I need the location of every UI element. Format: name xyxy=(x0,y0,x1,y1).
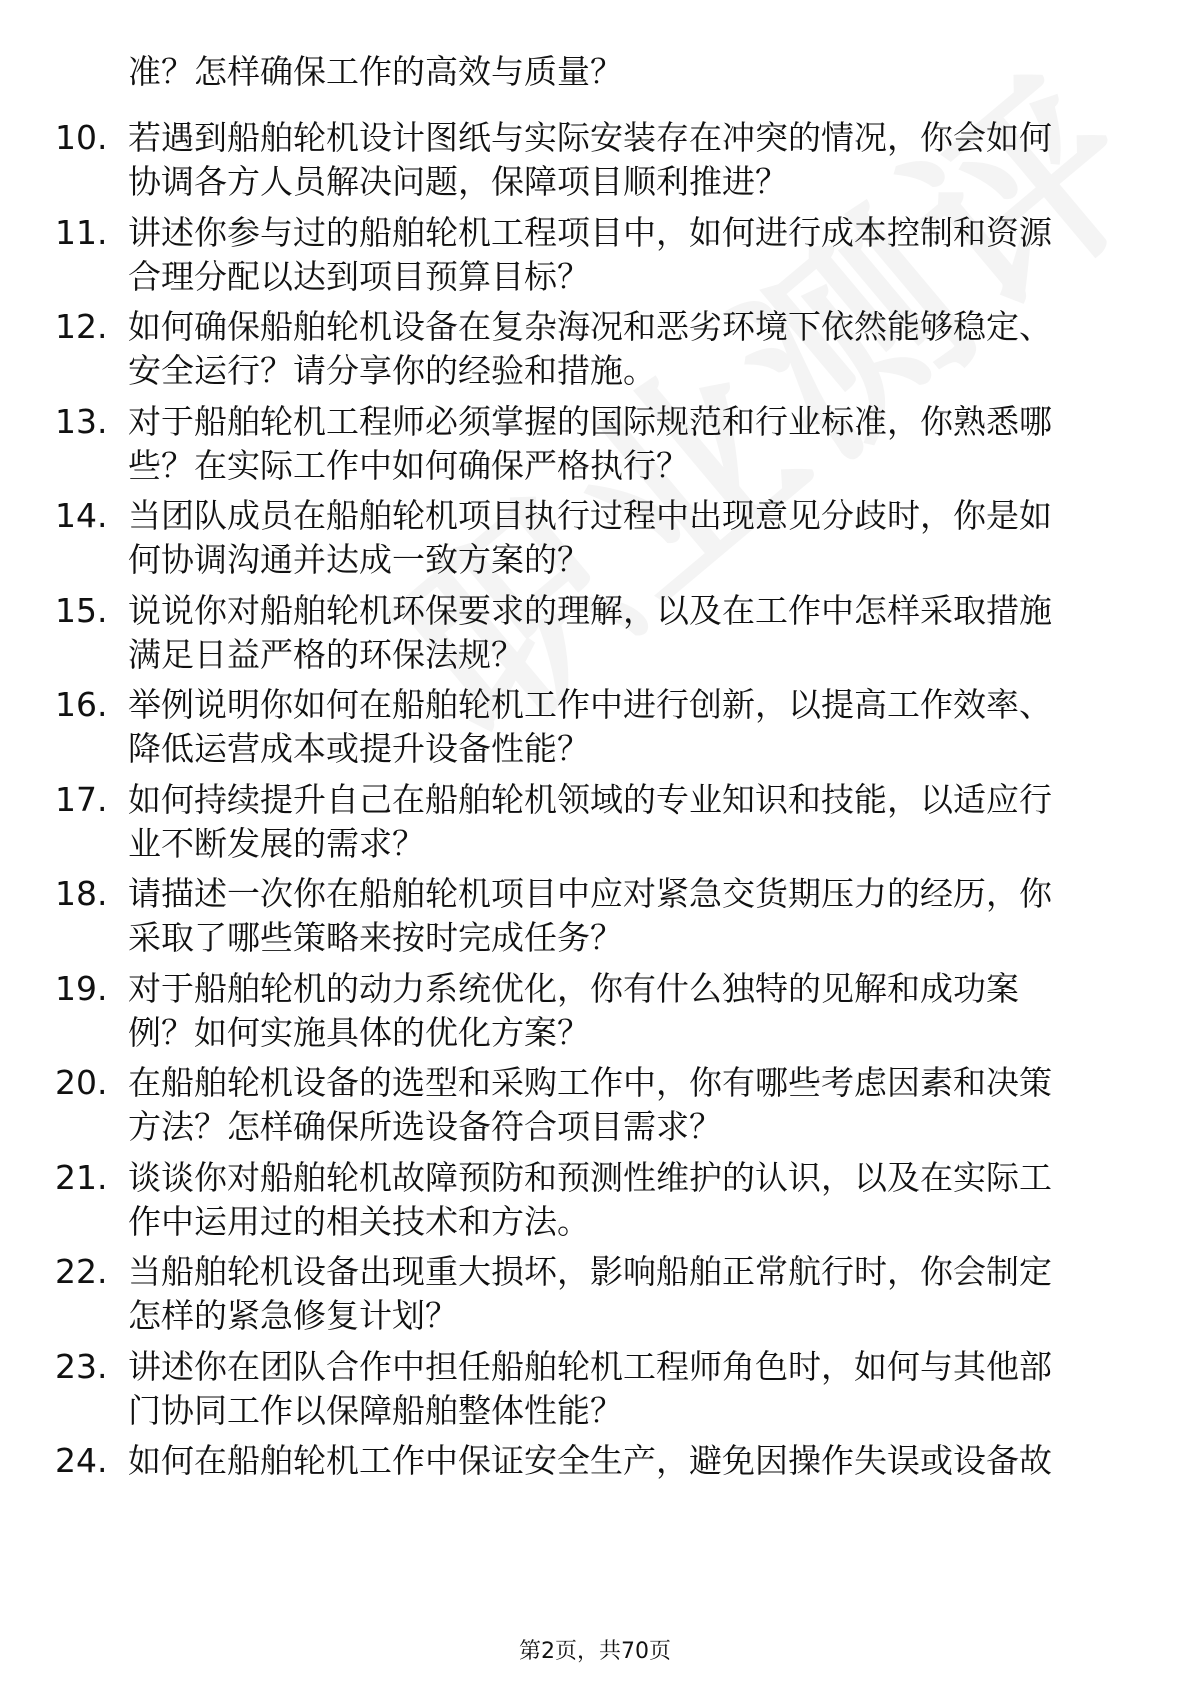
question-number: 22. xyxy=(55,1252,108,1291)
question-item xyxy=(0,1156,1190,1251)
question-item xyxy=(0,1061,1190,1156)
question-item xyxy=(0,872,1190,967)
question-text-line2: 些？在实际工作中如何确保严格执行？ xyxy=(128,445,689,485)
question-text-line2: 安全运行？请分享你的经验和措施。 xyxy=(128,351,656,390)
question-text-line2: 门协同工作以保障船舶整体性能？ xyxy=(128,1390,623,1430)
question-item xyxy=(0,778,1190,873)
question-number: 21. xyxy=(55,1157,108,1197)
question-item xyxy=(0,683,1190,778)
question-text-line1: 对于船舶轮机工程师必须掌握的国际规范和行业标准，你熟悉哪 xyxy=(128,401,1052,441)
question-number: 19. xyxy=(55,968,108,1008)
question-text-line2: 降低运营成本或提升设备性能？ xyxy=(128,729,590,768)
question-number: 23. xyxy=(55,1346,108,1386)
question-text-line1: 举例说明你如何在船舶轮机工作中进行创新，以提高工作效率、 xyxy=(128,685,1052,724)
question-text-line1: 在船舶轮机设备的选型和采购工作中，你有哪些考虑因素和决策 xyxy=(128,1063,1052,1102)
question-item xyxy=(0,305,1190,400)
question-text-line2: 何协调沟通并达成一致方案的？ xyxy=(128,540,590,579)
question-list xyxy=(0,116,1190,1534)
question-text-line2: 怎样的紧急修复计划？ xyxy=(128,1296,458,1335)
question-text-line2: 合理分配以达到项目预算目标？ xyxy=(128,256,590,296)
question-text-line2: 采取了哪些策略来按时完成任务？ xyxy=(128,918,623,957)
question-item xyxy=(0,211,1190,306)
question-text-line1: 讲述你参与过的船舶轮机工程项目中，如何进行成本控制和资源 xyxy=(128,212,1052,252)
question-text-line2: 方法？怎样确保所选设备符合项目需求？ xyxy=(128,1107,722,1146)
question-item xyxy=(0,116,1190,211)
question-item xyxy=(0,400,1190,495)
question-text-line2: 例？如何实施具体的优化方案？ xyxy=(128,1012,590,1052)
continuation-text: 准？怎样确保工作的高效与质量？ xyxy=(128,52,623,91)
question-text-line2: 协调各方人员解决问题，保障项目顺利推进？ xyxy=(128,162,788,201)
question-number: 24. xyxy=(55,1441,108,1480)
question-item xyxy=(0,1250,1190,1345)
question-item xyxy=(0,589,1190,684)
question-number: 12. xyxy=(55,307,108,346)
question-item xyxy=(0,967,1190,1062)
question-number: 10. xyxy=(55,118,108,157)
question-number: 17. xyxy=(55,779,108,819)
question-text-line1: 请描述一次你在船舶轮机项目中应对紧急交货期压力的经历，你 xyxy=(128,874,1052,913)
question-number: 14. xyxy=(55,496,108,535)
question-text-line1: 当团队成员在船舶轮机项目执行过程中出现意见分歧时，你是如 xyxy=(128,496,1052,535)
question-number: 16. xyxy=(55,685,108,724)
question-text-line1: 谈谈你对船舶轮机故障预防和预测性维护的认识，以及在实际工 xyxy=(128,1157,1052,1197)
question-item xyxy=(0,494,1190,589)
question-text-line1: 说说你对船舶轮机环保要求的理解，以及在工作中怎样采取措施 xyxy=(128,590,1052,630)
question-text-line1: 当船舶轮机设备出现重大损坏，影响船舶正常航行时，你会制定 xyxy=(128,1252,1052,1291)
question-text-line1: 如何在船舶轮机工作中保证安全生产，避免因操作失误或设备故 xyxy=(128,1441,1052,1480)
question-text-line1: 如何确保船舶轮机设备在复杂海况和恶劣环境下依然能够稳定、 xyxy=(128,307,1052,346)
question-number: 13. xyxy=(55,401,108,441)
question-text-line1: 讲述你在团队合作中担任船舶轮机工程师角色时，如何与其他部 xyxy=(128,1346,1052,1386)
question-item xyxy=(0,1345,1190,1440)
question-text-line2: 作中运用过的相关技术和方法。 xyxy=(128,1201,590,1241)
question-text-line1: 若遇到船舶轮机设计图纸与实际安装存在冲突的情况，你会如何 xyxy=(128,118,1052,157)
question-number: 18. xyxy=(55,874,108,913)
question-number: 20. xyxy=(55,1063,108,1102)
question-text-line1: 如何持续提升自己在船舶轮机领域的专业知识和技能，以适应行 xyxy=(128,779,1052,819)
question-text-line2: 满足日益严格的环保法规？ xyxy=(128,634,524,674)
question-number: 15. xyxy=(55,590,108,630)
question-text-line2: 业不断发展的需求？ xyxy=(128,823,425,863)
page-footer: 第2页，共70页 xyxy=(519,1639,671,1664)
question-number: 11. xyxy=(55,212,108,252)
question-text-line1: 对于船舶轮机的动力系统优化，你有什么独特的见解和成功案 xyxy=(128,968,1019,1008)
question-item xyxy=(0,1439,1190,1534)
